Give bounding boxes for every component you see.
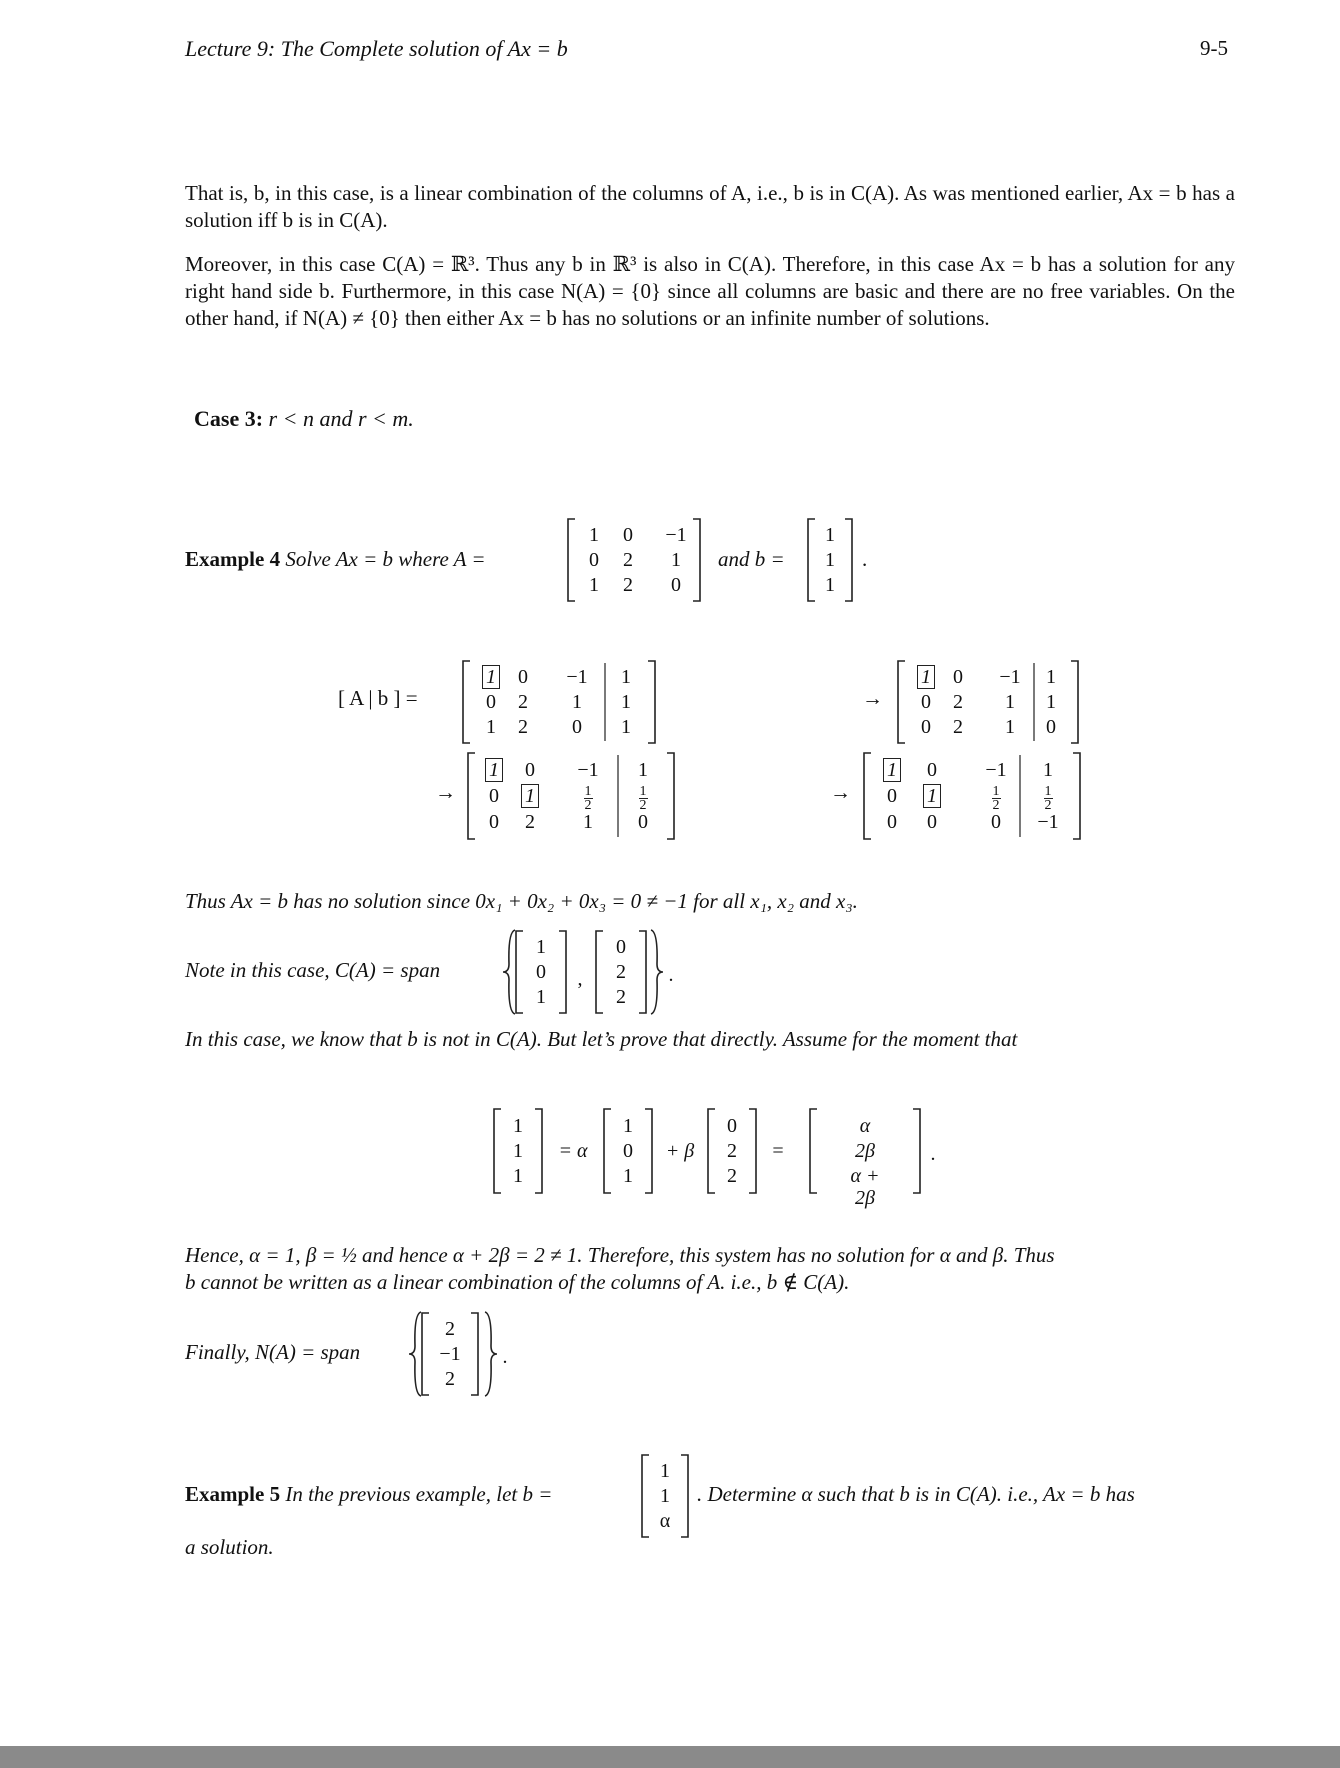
matrix-entry: 2	[616, 985, 626, 1008]
matrix-a	[566, 518, 702, 602]
matrix-entry: 1	[1046, 691, 1056, 713]
left-bracket	[810, 1109, 817, 1193]
matrix-entry: 0	[572, 715, 582, 738]
matrix-entry: $\frac{1}{2}$	[1044, 784, 1052, 813]
example-4-and-b: and b =	[718, 547, 785, 571]
example-5-text: In the previous example, let b =	[285, 1482, 553, 1506]
example-4-text: Solve Ax = b where A =	[285, 547, 486, 571]
matrix-entry: 2	[623, 573, 633, 596]
example-4-statement	[185, 547, 486, 572]
augmented-matrix-step-3	[466, 752, 676, 840]
period: .	[668, 964, 674, 986]
matrix-entry: 2	[623, 549, 633, 571]
vector-b-alpha	[640, 1454, 690, 1538]
matrix-entry: 0	[525, 759, 535, 781]
matrix-entry: 1	[825, 573, 835, 596]
matrix-entry: 2	[953, 691, 963, 713]
hence-line-2: b cannot be written as a linear combination of the columns of A. i.e., b ∉ C(A).	[185, 1270, 850, 1294]
matrix-entry: 2	[445, 1367, 455, 1390]
augmented-matrix-step-2	[896, 660, 1080, 744]
paragraph-2: Moreover, in this case C(A) = ℝ³. Thus any b in ℝ³ is also in C(A). Therefore, in this case Ax = b has a solution for any right hand side b. Furthermore, in this case N(A) = {0} since all columns are basic and there are no free variables. On the other hand, if N(A) ≠ {0} then either Ax = b has no solutions or an infinite number of solutions.	[185, 252, 1235, 330]
matrix-entry: 0	[623, 524, 633, 547]
matrix-entry: 2	[727, 1140, 737, 1162]
matrix-entry: 0	[489, 811, 499, 833]
not-in-column-space-statement: In this case, we know that b is not in C(A). But let’s prove that directly. Assume for the moment that	[185, 1027, 1018, 1051]
matrix-entry: 2	[727, 1165, 737, 1188]
period: .	[862, 547, 868, 571]
augmented-matrix-step-4	[862, 752, 1082, 840]
matrix-entry: 1	[589, 524, 599, 547]
matrix-entry: −1	[439, 1343, 461, 1365]
matrix-entry: 1	[825, 524, 835, 547]
matrix-entry: −1	[1037, 811, 1059, 833]
matrix-entry: 1	[1005, 691, 1015, 713]
matrix-entry: 2	[525, 811, 535, 833]
matrix-entry: $\frac{1}{2}$	[992, 784, 1000, 813]
matrix-entry: α	[859, 1114, 871, 1137]
matrix-entry: 1	[469, 759, 519, 781]
matrix-entry: 2	[616, 961, 626, 983]
plus-beta: + β	[665, 1140, 695, 1162]
matrix-entry: 1	[536, 936, 546, 959]
matrix-entry: 1	[513, 1165, 523, 1188]
paragraph-1-block	[185, 180, 1235, 234]
matrix-entry: 1	[486, 715, 496, 738]
comma: ,	[577, 968, 583, 990]
matrix-entry: 0	[1046, 715, 1056, 738]
left-brace	[503, 930, 515, 1014]
matrix-entry: 1	[867, 759, 917, 781]
matrix-entry: 0	[921, 715, 931, 738]
matrix-entry: 2	[953, 715, 963, 738]
arrow-step-4: →	[830, 780, 851, 804]
page-number: 9-5	[1200, 36, 1228, 60]
period: .	[502, 1346, 508, 1368]
matrix-entry: 2	[445, 1318, 455, 1341]
example-5-label: Example 5	[185, 1482, 281, 1506]
augmented-lhs: [ A | b ] =	[338, 686, 418, 710]
matrix-entry: 0	[671, 573, 681, 596]
matrix-entry: 0	[887, 811, 897, 833]
period: .	[930, 1143, 936, 1165]
matrix-entry: 0	[921, 691, 931, 713]
paragraph-1: That is, b, in this case, is a linear combination of the columns of A, i.e., b is in C(A). As was mentioned earlier, Ax = b has a solution iff b is in C(A).	[185, 181, 1235, 232]
matrix-entry: 2	[518, 691, 528, 713]
case-3-label: Case 3:	[194, 406, 264, 431]
matrix-entry: 1	[638, 759, 648, 781]
matrix-entry: −1	[566, 666, 588, 689]
matrix-entry: 1	[572, 691, 582, 713]
matrix-entry: 0	[616, 936, 626, 959]
case-3-heading	[194, 406, 414, 432]
paragraph-2-block	[185, 251, 1235, 332]
matrix-entry: 1	[583, 811, 593, 833]
left-brace	[409, 1312, 421, 1396]
matrix-entry: −1	[999, 666, 1021, 689]
matrix-entry: 0	[623, 1140, 633, 1162]
matrix-entry: 0	[991, 811, 1001, 833]
matrix-entry: 0	[887, 785, 897, 807]
matrix-entry: 1	[505, 785, 555, 807]
matrix-entry: 0	[486, 691, 496, 713]
matrix-entry: 1	[536, 985, 546, 1008]
example-5-text-after: . Determine α such that b is in C(A). i.e., Ax = b has	[697, 1482, 1135, 1506]
matrix-entry: 1	[825, 549, 835, 571]
matrix-entry: 2β	[855, 1140, 875, 1162]
matrix-entry: 1	[623, 1114, 633, 1137]
example-5-statement	[185, 1482, 552, 1507]
matrix-entry: $\frac{1}{2}$	[584, 784, 592, 813]
matrix-entry: 1	[901, 666, 951, 688]
right-bracket	[1073, 753, 1080, 839]
null-space-statement: Finally, N(A) = span	[185, 1340, 361, 1364]
matrix-entry: 2	[518, 715, 528, 738]
matrix-entry: 0	[589, 549, 599, 571]
linear-combination-equation	[492, 1108, 952, 1210]
matrix-entry: 0	[927, 759, 937, 781]
matrix-entry: 1	[466, 666, 516, 688]
matrix-entry: 0	[489, 785, 499, 807]
matrix-entry: 1	[660, 1485, 670, 1507]
matrix-entry: 0	[727, 1114, 737, 1137]
column-space-span	[496, 930, 696, 1014]
matrix-entry: −1	[985, 759, 1007, 781]
matrix-entry: 1	[621, 666, 631, 689]
right-bracket	[667, 753, 674, 839]
vector-b	[806, 518, 854, 602]
matrix-entry: 1	[1046, 666, 1056, 689]
matrix-entry: $\frac{1}{2}$	[639, 784, 647, 813]
matrix-entry: 1	[621, 691, 631, 713]
matrix-entry: −1	[577, 759, 599, 781]
matrix-entry: −1	[665, 524, 687, 547]
case-3-condition: r < n and r < m.	[268, 406, 414, 431]
arrow-step-3: →	[435, 780, 456, 804]
matrix-entry: 1	[513, 1140, 523, 1162]
right-brace	[485, 1312, 497, 1396]
matrix-entry: 1	[623, 1165, 633, 1188]
example-5-continuation: a solution.	[185, 1535, 274, 1559]
matrix-entry: α	[659, 1509, 671, 1532]
matrix-entry: 0	[518, 666, 528, 689]
matrix-entry: 1	[1005, 715, 1015, 738]
matrix-entry: 1	[660, 1460, 670, 1483]
right-brace	[651, 930, 663, 1014]
running-header-title: Lecture 9: The Complete solution of Ax = b	[185, 36, 568, 61]
matrix-entry: 1	[1043, 759, 1053, 781]
hence-line-1: Hence, α = 1, β = ½ and hence α + 2β = 2 ≠ 1. Therefore, this system has no solution for α and β. Thus	[185, 1243, 1055, 1267]
matrix-entry: 1	[513, 1114, 523, 1137]
no-solution-statement: Thus Ax = b has no solution since 0x₁ + 0x₂ + 0x₃ = 0 ≠ −1 for all x₁, x₂ and x₃.	[185, 889, 858, 913]
augmented-matrix-step-1	[461, 660, 657, 744]
matrix-entry: 0	[953, 666, 963, 689]
right-bracket	[913, 1109, 920, 1193]
matrix-entry: 0	[536, 961, 546, 983]
matrix-entry: 1	[671, 549, 681, 571]
matrix-entry: α + 2β	[850, 1165, 880, 1210]
matrix-entry: 1	[589, 573, 599, 596]
matrix-entry: 0	[638, 811, 648, 833]
equals-sign: =	[772, 1140, 784, 1162]
matrix-entry: 1	[621, 715, 631, 738]
example-4-label: Example 4	[185, 547, 281, 571]
bottom-scroll-bar	[0, 1746, 1340, 1768]
column-space-note: Note in this case, C(A) = span	[185, 958, 441, 982]
arrow-step-2: →	[862, 686, 883, 710]
matrix-entry: 1	[907, 785, 957, 807]
matrix-entry: 0	[927, 811, 937, 833]
equals-alpha: = α	[558, 1140, 588, 1162]
null-space-span	[402, 1312, 522, 1396]
